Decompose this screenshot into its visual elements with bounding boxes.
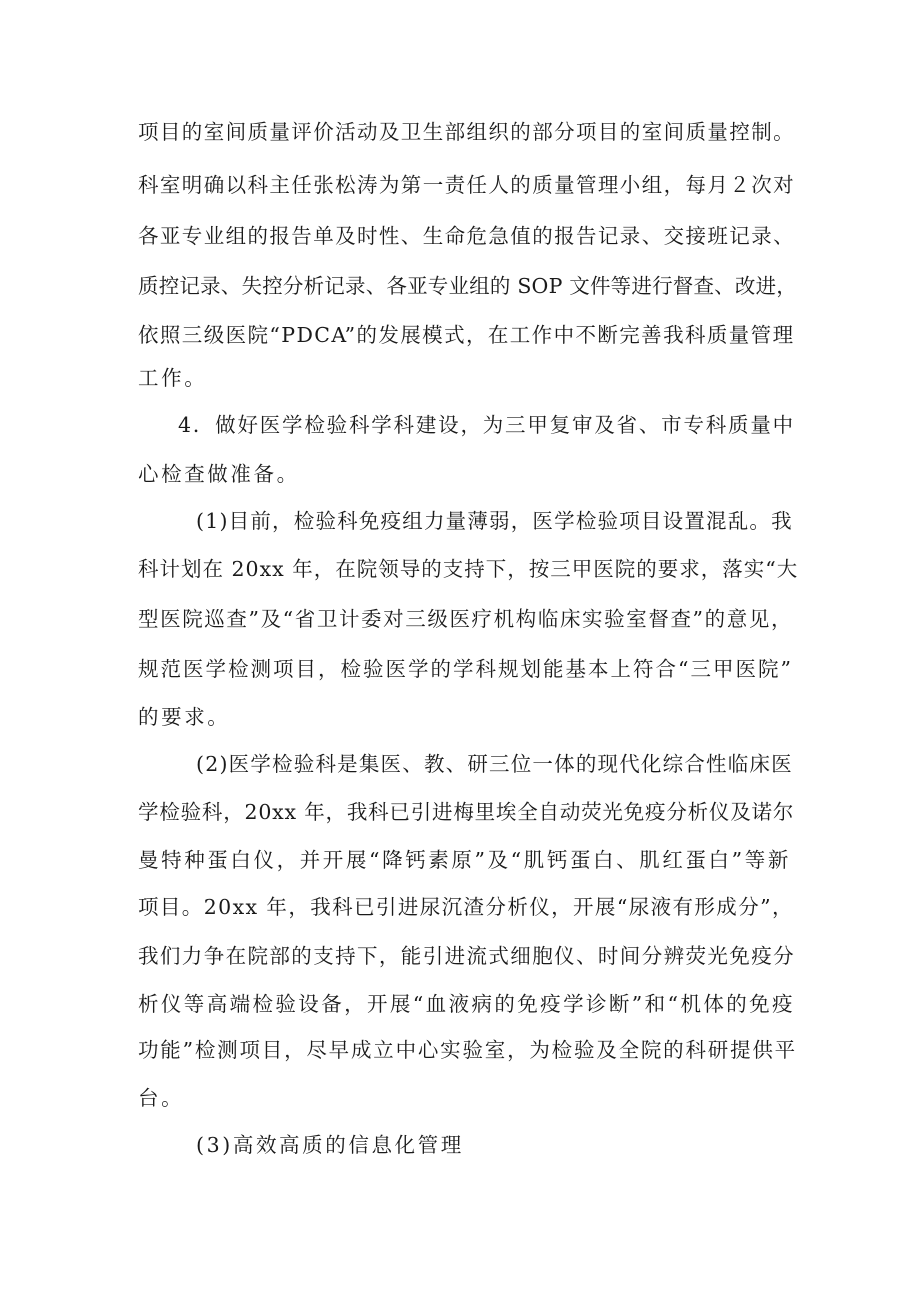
paragraph-start: (3)高效高质的信息化管理 bbox=[196, 1133, 464, 1157]
text-line: 项目。20xx 年，我科已引进尿沉渣分析仪，开展“尿液有形成分”， bbox=[138, 895, 794, 919]
text-line: 规范医学检测项目，检验医学的学科规划能基本上符合“三甲医院” bbox=[138, 657, 793, 681]
text-line: 功能”检测项目，尽早成立中心实验室，为检验及全院的科研提供平 bbox=[138, 1038, 797, 1062]
text-line: 型医院巡查”及“省卫计委对三级医疗机构临床实验室督查”的意见， bbox=[138, 607, 794, 631]
text-line: 我们力争在院部的支持下，能引进流式细胞仪、时间分辨荧光免疫分 bbox=[138, 944, 795, 968]
text-line: 学检验科，20xx 年，我科已引进梅里埃全自动荧光免疫分析仪及诺尔 bbox=[138, 800, 795, 824]
text-line: 各亚专业组的报告单及时性、生命危急值的报告记录、交接班记录、 bbox=[138, 224, 795, 248]
paragraph-start: (2)医学检验科是集医、教、研三位一体的现代化综合性临床医 bbox=[196, 752, 793, 776]
text-line: 心检查做准备。 bbox=[138, 462, 300, 486]
text-line: 工作。 bbox=[138, 366, 208, 390]
text-line: 曼特种蛋白仪，并开展“降钙素原”及“肌钙蛋白、肌红蛋白”等新 bbox=[138, 848, 791, 872]
text-line: 科室明确以科主任张松涛为第一责任人的质量管理小组，每月２次对 bbox=[138, 173, 795, 197]
section-heading: 4．做好医学检验科学科建设，为三甲复审及省、市专科质量中 bbox=[178, 413, 795, 437]
text-line: 质控记录、失控分析记录、各亚专业组的 SOP 文件等进行督查、改进， bbox=[138, 274, 797, 298]
paragraph-start: (1)目前，检验科免疫组力量薄弱，医学检验项目设置混乱。我 bbox=[196, 509, 793, 533]
text-line: 台。 bbox=[138, 1086, 185, 1110]
text-line: 科计划在 20xx 年，在院领导的支持下，按三甲医院的要求，落实“大 bbox=[138, 557, 799, 581]
text-line: 项目的室间质量评价活动及卫生部组织的部分项目的室间质量控制。 bbox=[138, 120, 795, 144]
text-line: 的要求。 bbox=[138, 705, 231, 729]
text-line: 析仪等高端检验设备，开展“血液病的免疫学诊断”和“机体的免疫 bbox=[138, 992, 795, 1016]
text-line: 依照三级医院“PDCA”的发展模式，在工作中不断完善我科质量管理 bbox=[138, 323, 795, 347]
